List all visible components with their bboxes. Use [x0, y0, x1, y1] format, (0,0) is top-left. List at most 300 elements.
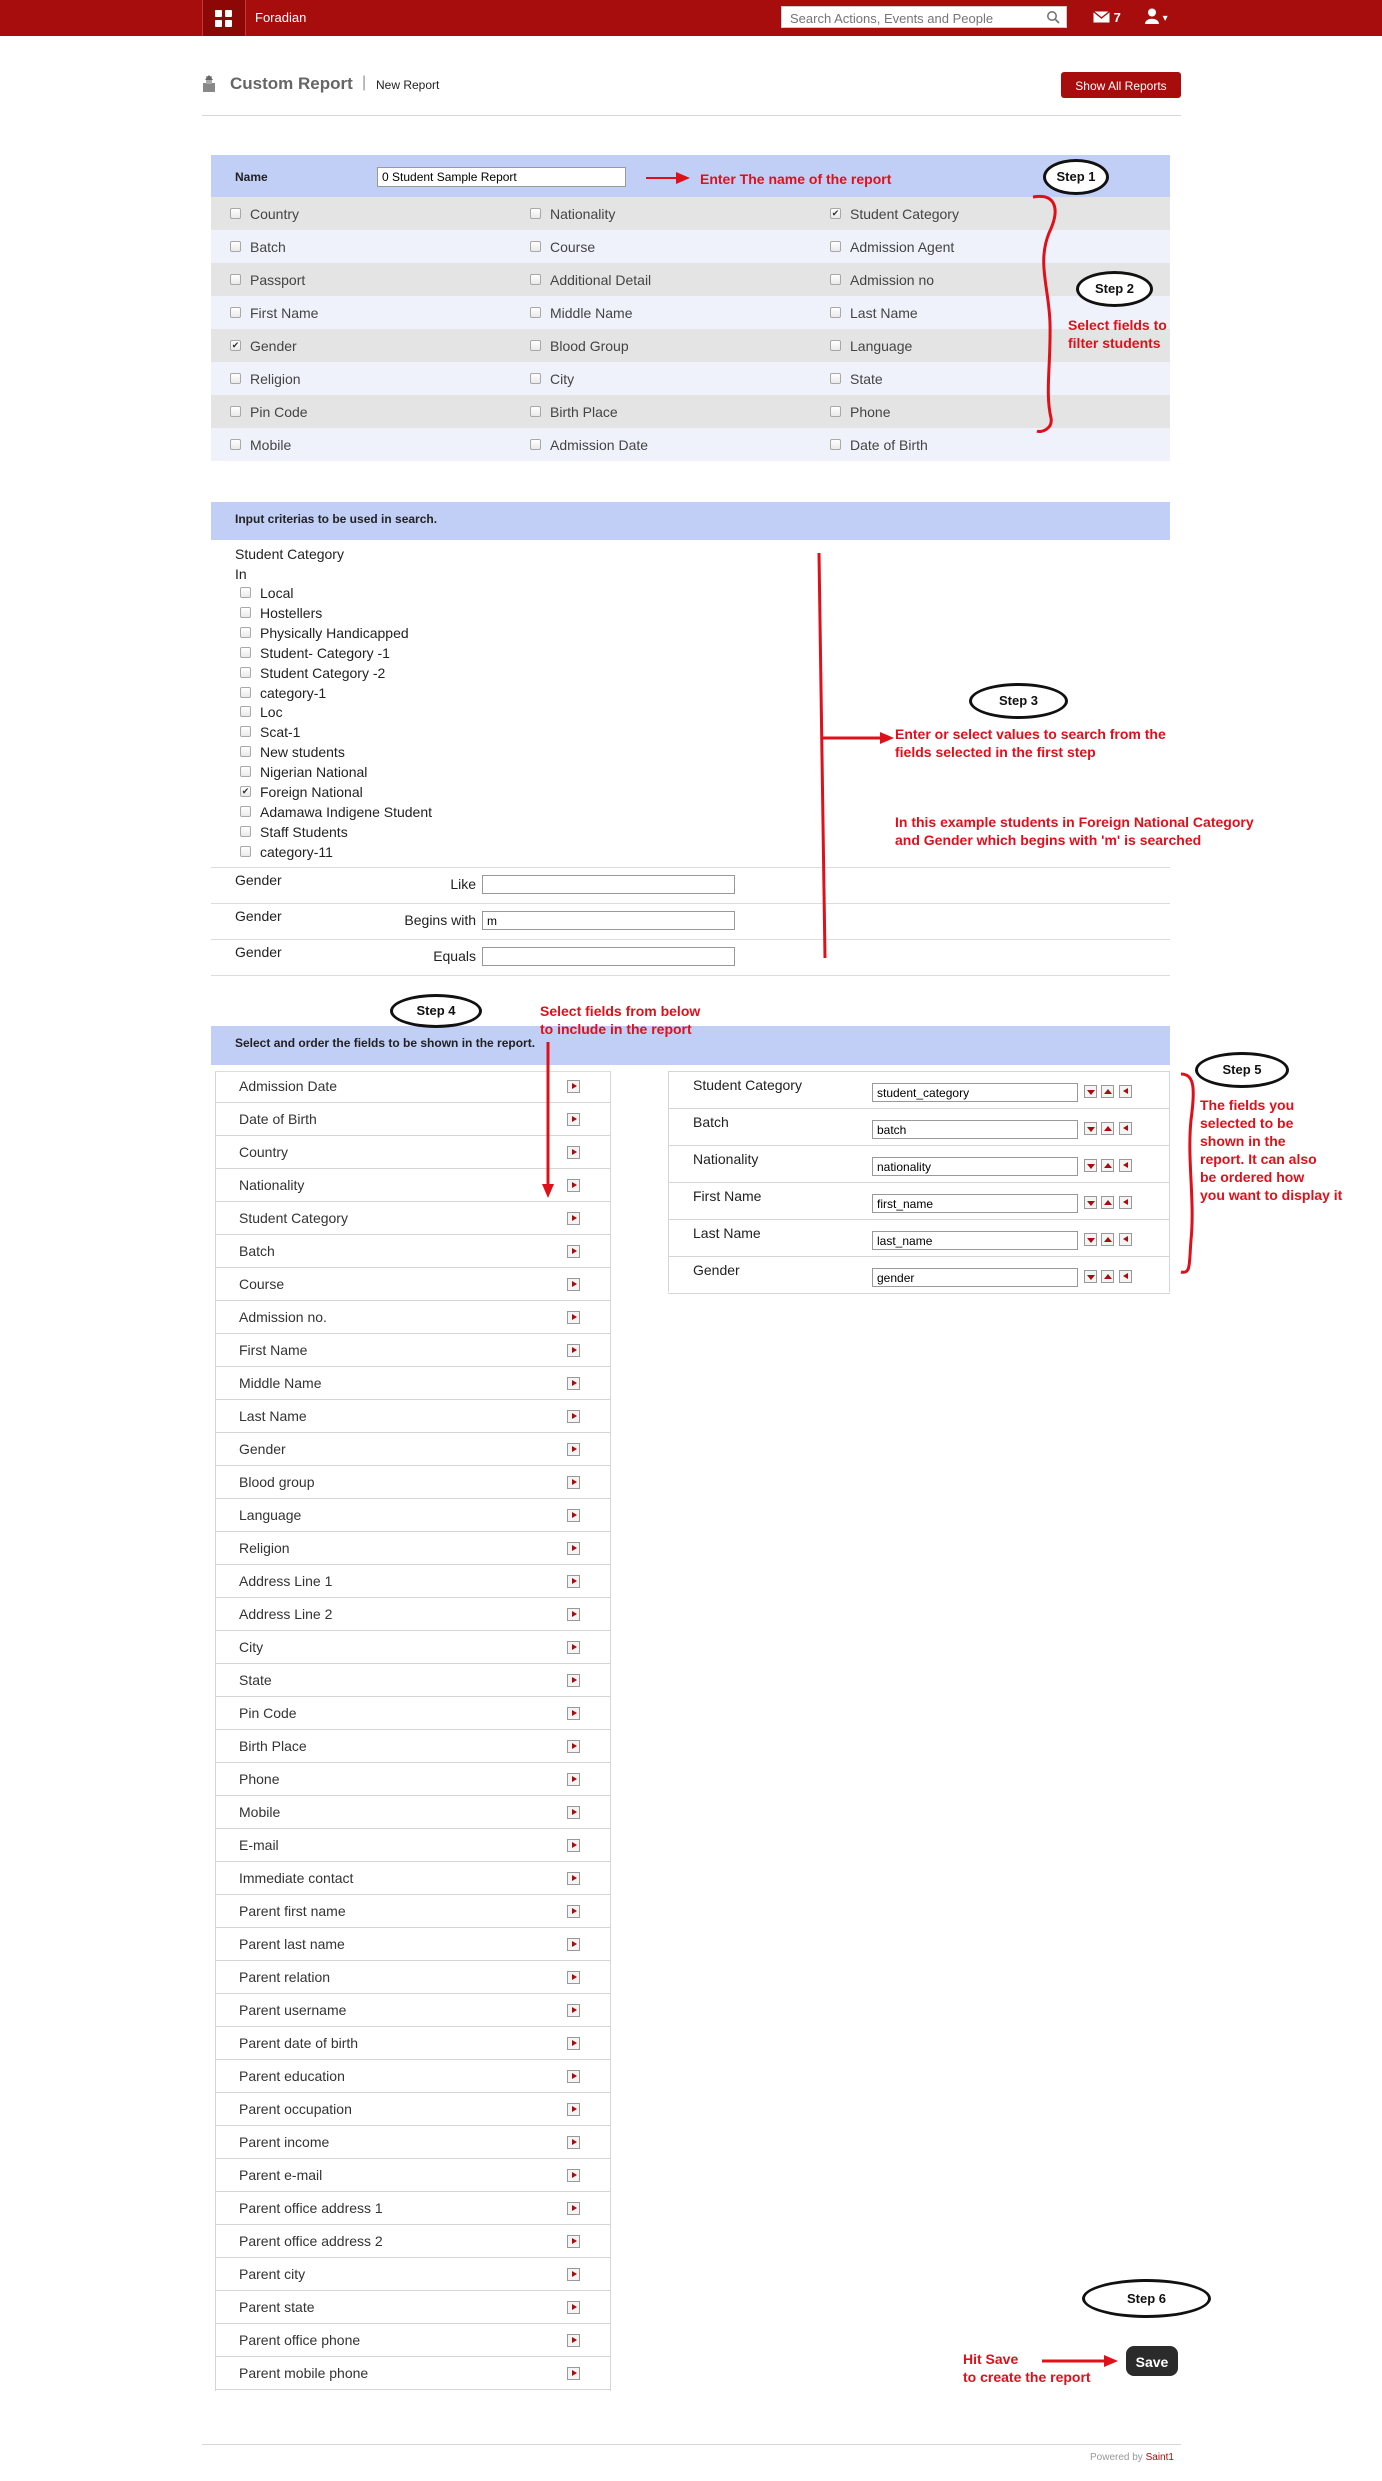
add-field-arrow-icon[interactable] — [567, 1872, 580, 1885]
add-field-arrow-icon[interactable] — [567, 1377, 580, 1390]
available-field-label: Religion — [239, 1540, 290, 1556]
selected-field-row — [668, 1257, 1170, 1294]
available-field-label: Parent occupation — [239, 2101, 352, 2117]
available-field-row[interactable] — [215, 1500, 611, 1532]
selected-field-input[interactable] — [872, 1083, 1078, 1102]
app-name[interactable]: Foradian — [255, 10, 307, 25]
remove-field-icon[interactable] — [1119, 1159, 1132, 1172]
add-field-arrow-icon[interactable] — [567, 2235, 580, 2248]
selected-field-row — [668, 1109, 1170, 1146]
criteria-field: Gender — [235, 908, 282, 924]
filter-label[interactable]: Date of Birth — [850, 437, 928, 453]
category-checkbox[interactable] — [240, 627, 251, 638]
category-label[interactable]: Local — [260, 585, 294, 601]
available-field-label: Parent office phone — [239, 2332, 361, 2348]
arrow-right-icon — [676, 172, 690, 184]
add-field-arrow-icon[interactable] — [567, 1476, 580, 1489]
category-label[interactable]: Loc — [260, 704, 283, 721]
step2-note-line-2: filter students — [1068, 335, 1161, 351]
move-down-icon[interactable] — [1084, 1159, 1097, 1172]
filter-label[interactable]: Admission Agent — [850, 239, 955, 255]
selected-field-label: Nationality — [693, 1151, 759, 1167]
filter-checkbox[interactable] — [530, 373, 541, 384]
available-field-row[interactable] — [215, 1236, 611, 1268]
save-button[interactable]: Save — [1126, 2346, 1178, 2376]
filter-checkbox[interactable] — [530, 208, 541, 219]
add-field-arrow-icon[interactable] — [567, 1740, 580, 1753]
move-up-icon[interactable] — [1101, 1270, 1114, 1283]
available-field-label: Address Line 2 — [239, 1606, 333, 1622]
filter-label[interactable]: First Name — [250, 305, 319, 321]
add-field-arrow-icon[interactable] — [567, 1245, 580, 1258]
category-operator: In — [235, 566, 247, 582]
add-field-arrow-icon[interactable] — [567, 1806, 580, 1819]
filter-checkbox[interactable] — [230, 340, 241, 351]
available-field-label: Parent e-mail — [239, 2167, 323, 2183]
available-field-label: Admission Date — [239, 1078, 338, 1094]
breadcrumb-separator: | — [362, 74, 367, 91]
selected-field-label: Batch — [693, 1114, 729, 1130]
available-field-row[interactable] — [215, 1335, 611, 1367]
category-checkbox[interactable] — [240, 846, 251, 857]
available-field-row[interactable] — [215, 2160, 611, 2192]
filter-checkbox[interactable] — [830, 406, 841, 417]
add-field-arrow-icon[interactable] — [567, 1278, 580, 1291]
step5-note-line: you want to display it — [1200, 1187, 1343, 1203]
available-field-row[interactable] — [215, 1599, 611, 1631]
add-field-arrow-icon[interactable] — [567, 2268, 580, 2281]
available-field-label: Parent office address 1 — [239, 2200, 383, 2216]
step1-badge: Step 1 — [1043, 159, 1109, 195]
add-field-arrow-icon[interactable] — [567, 1344, 580, 1357]
filter-checkbox[interactable] — [230, 406, 241, 417]
remove-field-icon[interactable] — [1119, 1085, 1132, 1098]
message-count: 7 — [1113, 10, 1121, 25]
footer-brand-link[interactable]: Saint1 — [1145, 2452, 1174, 2463]
filter-checkbox[interactable] — [230, 307, 241, 318]
add-field-arrow-icon[interactable] — [567, 1839, 580, 1852]
available-field-label: Parent date of birth — [239, 2035, 359, 2051]
category-label[interactable]: Nigerian National — [260, 764, 368, 781]
step1-note: Enter The name of the report — [700, 171, 892, 187]
category-checkbox[interactable] — [240, 726, 251, 737]
move-down-icon[interactable] — [1084, 1270, 1097, 1283]
selected-field-input[interactable] — [872, 1157, 1078, 1176]
category-label[interactable]: category-11 — [260, 843, 333, 860]
filter-label[interactable]: City — [550, 371, 575, 387]
available-field-label: E-mail — [239, 1837, 279, 1853]
available-field-label: Parent education — [239, 2068, 345, 2084]
available-field-row[interactable] — [215, 1467, 611, 1499]
available-field-row[interactable] — [215, 1203, 611, 1235]
selected-field-input[interactable] — [872, 1231, 1078, 1250]
selected-field-label: Gender — [693, 1262, 740, 1278]
available-field-row[interactable] — [215, 1929, 611, 1961]
step3-note-line-2: fields selected in the first step — [895, 744, 1096, 760]
move-down-icon[interactable] — [1084, 1122, 1097, 1135]
filter-checkbox[interactable] — [530, 406, 541, 417]
footer — [1090, 2452, 1174, 2463]
category-label[interactable]: Student Category -2 — [260, 664, 386, 681]
available-field-row[interactable] — [215, 2193, 611, 2225]
available-field-label: Parent last name — [239, 1936, 345, 1952]
add-field-arrow-icon[interactable] — [567, 1575, 580, 1588]
add-field-arrow-icon[interactable] — [567, 1311, 580, 1324]
add-field-arrow-icon[interactable] — [567, 1542, 580, 1555]
available-field-row[interactable] — [215, 1797, 611, 1829]
criteria-divider — [211, 939, 1170, 940]
search-icon[interactable] — [1046, 10, 1060, 24]
filter-label[interactable]: Pin Code — [250, 404, 308, 420]
available-field-row[interactable] — [215, 1434, 611, 1466]
available-field-label: Address Line 1 — [239, 1573, 333, 1589]
add-field-arrow-icon[interactable] — [567, 2334, 580, 2347]
move-down-icon[interactable] — [1084, 1233, 1097, 1246]
category-checkbox[interactable] — [240, 786, 251, 797]
criteria-input[interactable] — [482, 947, 735, 966]
remove-field-icon[interactable] — [1119, 1122, 1132, 1135]
filter-label[interactable]: Religion — [250, 371, 301, 387]
add-field-arrow-icon[interactable] — [567, 1608, 580, 1621]
step1-arrow-line — [646, 177, 680, 179]
available-field-label: City — [239, 1639, 264, 1655]
search-input[interactable] — [788, 8, 1042, 28]
filter-checkbox[interactable] — [530, 439, 541, 450]
selected-field-label: Student Category — [693, 1077, 802, 1093]
available-field-row[interactable] — [215, 1863, 611, 1895]
available-field-label: Parent office address 2 — [239, 2233, 383, 2249]
step2-badge: Step 2 — [1076, 271, 1153, 307]
category-label[interactable]: New students — [260, 744, 345, 761]
step3-note-line-1: Enter or select values to search from the — [895, 726, 1166, 742]
filter-checkbox[interactable] — [230, 274, 241, 285]
available-field-label: Phone — [239, 1771, 280, 1787]
add-field-arrow-icon[interactable] — [567, 1938, 580, 1951]
selected-field-input[interactable] — [872, 1120, 1078, 1139]
available-field-label: Parent relation — [239, 1969, 331, 1985]
add-field-arrow-icon[interactable] — [567, 2301, 580, 2314]
filter-checkbox[interactable] — [830, 241, 841, 252]
filter-checkbox[interactable] — [830, 340, 841, 351]
step4-arrow — [540, 1040, 556, 1200]
add-field-arrow-icon[interactable] — [567, 1674, 580, 1687]
selected-field-label: Last Name — [693, 1225, 761, 1241]
add-field-arrow-icon[interactable] — [567, 1410, 580, 1423]
filter-label[interactable]: Admission Date — [550, 437, 649, 453]
available-field-label: Language — [239, 1507, 302, 1523]
criteria-field: Gender — [235, 944, 282, 960]
available-field-label: Pin Code — [239, 1705, 297, 1721]
available-field-label: First Name — [239, 1342, 308, 1358]
available-field-row[interactable] — [215, 1764, 611, 1796]
category-checkbox[interactable] — [240, 706, 251, 717]
available-field-row[interactable] — [215, 1962, 611, 1994]
add-field-arrow-icon[interactable] — [567, 1509, 580, 1522]
name-label: Name — [235, 170, 268, 184]
available-field-row[interactable] — [215, 2094, 611, 2126]
add-field-arrow-icon[interactable] — [567, 1113, 580, 1126]
step6-note-line-1: Hit Save — [963, 2351, 1019, 2367]
filter-label[interactable]: Course — [550, 239, 596, 255]
filter-checkbox[interactable] — [530, 241, 541, 252]
step2-brace — [1025, 193, 1065, 435]
criteria-input[interactable] — [482, 911, 735, 930]
selected-field-input[interactable] — [872, 1268, 1078, 1287]
mail-icon — [1093, 11, 1110, 23]
step6-arrow — [1040, 2354, 1120, 2368]
available-field-row[interactable] — [215, 2226, 611, 2258]
available-field-label: Parent city — [239, 2266, 306, 2282]
add-field-arrow-icon[interactable] — [567, 1146, 580, 1159]
filter-label[interactable]: Birth Place — [550, 404, 618, 420]
add-field-arrow-icon[interactable] — [567, 2202, 580, 2215]
step6-badge: Step 6 — [1082, 2279, 1211, 2318]
available-field-label: Birth Place — [239, 1738, 307, 1754]
available-field-row[interactable] — [215, 2028, 611, 2060]
fields-heading: Select and order the fields to be shown in the report. — [235, 1036, 536, 1050]
filter-checkbox[interactable] — [830, 274, 841, 285]
add-field-arrow-icon[interactable] — [567, 2037, 580, 2050]
filter-checkbox[interactable] — [530, 307, 541, 318]
available-field-row[interactable] — [215, 1302, 611, 1334]
criteria-field: Gender — [235, 872, 282, 888]
filter-label[interactable]: Mobile — [250, 437, 292, 453]
step5-note-line: shown in the — [1200, 1133, 1286, 1149]
available-field-row[interactable] — [215, 1533, 611, 1565]
criteria-operator: Begins with — [404, 912, 476, 928]
filter-label[interactable]: Student Category — [850, 206, 959, 222]
available-field-row[interactable] — [215, 1401, 611, 1433]
show-all-reports-button[interactable]: Show All Reports — [1061, 72, 1181, 98]
category-label[interactable]: Hostellers — [260, 604, 323, 621]
report-icon — [202, 75, 216, 93]
move-up-icon[interactable] — [1101, 1085, 1114, 1098]
available-field-label: Parent mobile phone — [239, 2365, 369, 2381]
add-field-arrow-icon[interactable] — [567, 1179, 580, 1192]
report-name-input[interactable] — [377, 167, 626, 187]
add-field-arrow-icon[interactable] — [567, 2367, 580, 2380]
chevron-down-icon: ▾ — [1162, 13, 1168, 24]
filter-label[interactable]: Last Name — [850, 305, 918, 321]
filter-label[interactable]: Country — [250, 206, 300, 222]
user-menu-button[interactable] — [1145, 8, 1168, 24]
step5-badge: Step 5 — [1195, 1052, 1289, 1088]
available-field-label: Parent income — [239, 2134, 330, 2150]
move-up-icon[interactable] — [1101, 1196, 1114, 1209]
category-checkbox[interactable] — [240, 687, 251, 698]
top-navbar — [0, 0, 1382, 36]
available-field-label: Mobile — [239, 1804, 281, 1820]
criteria-divider — [211, 903, 1170, 904]
available-field-row[interactable] — [215, 1632, 611, 1664]
filter-label[interactable]: Blood Group — [550, 338, 629, 354]
remove-field-icon[interactable] — [1119, 1233, 1132, 1246]
criteria-divider — [211, 867, 1170, 868]
footer-divider — [202, 2444, 1181, 2445]
available-field-row[interactable] — [215, 1995, 611, 2027]
move-down-icon[interactable] — [1084, 1085, 1097, 1098]
filter-checkbox[interactable] — [830, 439, 841, 450]
available-field-label: Nationality — [239, 1177, 305, 1193]
filter-label[interactable]: Nationality — [550, 206, 616, 222]
available-field-row[interactable] — [215, 2127, 611, 2159]
available-field-label: Parent first name — [239, 1903, 346, 1919]
category-checkbox[interactable] — [240, 647, 251, 658]
step3-example-line-1: In this example students in Foreign National Category — [895, 814, 1254, 830]
category-label[interactable]: Physically Handicapped — [260, 624, 409, 641]
available-field-row[interactable] — [215, 1368, 611, 1400]
filter-label[interactable]: Language — [850, 338, 913, 354]
available-field-label: Gender — [239, 1441, 286, 1457]
step3-arrow — [810, 550, 900, 962]
filter-label[interactable]: Middle Name — [550, 305, 633, 321]
category-label[interactable]: Adamawa Indigene Student — [260, 803, 433, 820]
selected-field-input[interactable] — [872, 1194, 1078, 1213]
filter-checkbox[interactable] — [230, 373, 241, 384]
category-checkbox[interactable] — [240, 587, 251, 598]
step3-example-line-2: and Gender which begins with 'm' is searched — [895, 832, 1202, 848]
available-field-label: Course — [239, 1276, 285, 1292]
filter-label[interactable]: Batch — [250, 239, 286, 255]
add-field-arrow-icon[interactable] — [567, 1641, 580, 1654]
criteria-input[interactable] — [482, 875, 735, 894]
add-field-arrow-icon[interactable] — [567, 1773, 580, 1786]
available-field-row[interactable] — [215, 2061, 611, 2093]
available-field-label: Admission no. — [239, 1309, 327, 1325]
available-field-row[interactable] — [215, 2259, 611, 2291]
category-label[interactable]: Staff Students — [260, 823, 348, 840]
page-subtitle: New Report — [376, 78, 440, 92]
report-name-band — [211, 155, 1170, 197]
category-checkbox[interactable] — [240, 667, 251, 678]
filter-checkbox[interactable] — [530, 274, 541, 285]
step5-brace — [1175, 1070, 1201, 1278]
remove-field-icon[interactable] — [1119, 1196, 1132, 1209]
filter-checkbox[interactable] — [530, 340, 541, 351]
move-up-icon[interactable] — [1101, 1233, 1114, 1246]
selected-field-row — [668, 1183, 1170, 1220]
criteria-operator: Equals — [433, 948, 476, 964]
available-field-label: Last Name — [239, 1408, 307, 1424]
add-field-arrow-icon[interactable] — [567, 2169, 580, 2182]
messages-button[interactable] — [1093, 10, 1121, 25]
add-field-arrow-icon[interactable] — [567, 1971, 580, 1984]
available-field-label: Immediate contact — [239, 1870, 354, 1886]
add-field-arrow-icon[interactable] — [567, 2070, 580, 2083]
available-field-label: Parent state — [239, 2299, 315, 2315]
filter-checkbox[interactable] — [830, 307, 841, 318]
selected-field-row — [668, 1220, 1170, 1257]
selected-field-label: First Name — [693, 1188, 762, 1204]
filter-label[interactable]: Gender — [250, 338, 297, 354]
available-field-row[interactable] — [215, 1269, 611, 1301]
filter-label[interactable]: Phone — [850, 404, 891, 420]
available-field-label: Student Category — [239, 1210, 348, 1226]
filter-label[interactable]: Admission no — [850, 272, 935, 288]
step5-note-line: selected to be — [1200, 1115, 1294, 1131]
add-field-arrow-icon[interactable] — [567, 1212, 580, 1225]
criteria-heading: Input criterias to be used in search. — [235, 512, 438, 526]
criteria-divider — [211, 975, 1170, 976]
category-label[interactable]: category-1 — [260, 684, 327, 701]
user-icon — [1145, 8, 1159, 24]
add-field-arrow-icon[interactable] — [567, 2004, 580, 2017]
selected-field-row — [668, 1146, 1170, 1183]
add-field-arrow-icon[interactable] — [567, 2136, 580, 2149]
available-field-row[interactable] — [215, 2358, 611, 2390]
category-checkbox[interactable] — [240, 607, 251, 618]
category-title: Student Category — [235, 546, 344, 562]
filter-checkbox[interactable] — [830, 208, 841, 219]
page-title: Custom Report — [230, 74, 353, 93]
filter-label[interactable]: Additional Detail — [550, 272, 652, 288]
category-checkbox[interactable] — [240, 766, 251, 777]
available-field-row[interactable] — [215, 1896, 611, 1928]
step5-note-line: be ordered how — [1200, 1169, 1305, 1185]
available-field-row[interactable] — [215, 2292, 611, 2324]
header-divider — [202, 115, 1181, 116]
add-field-arrow-icon[interactable] — [567, 1905, 580, 1918]
search-box[interactable] — [781, 6, 1067, 28]
category-checkbox[interactable] — [240, 826, 251, 837]
footer-prefix: Powered by — [1090, 2452, 1143, 2463]
available-field-row[interactable] — [215, 1731, 611, 1763]
move-down-icon[interactable] — [1084, 1196, 1097, 1209]
category-checkbox[interactable] — [240, 806, 251, 817]
category-label[interactable]: Student- Category -1 — [260, 644, 390, 661]
criteria-operator: Like — [450, 876, 476, 892]
category-label[interactable]: Foreign National — [260, 784, 363, 800]
move-up-icon[interactable] — [1101, 1159, 1114, 1172]
filter-checkbox[interactable] — [830, 373, 841, 384]
remove-field-icon[interactable] — [1119, 1270, 1132, 1283]
category-checkbox[interactable] — [240, 746, 251, 757]
available-field-row[interactable] — [215, 1830, 611, 1862]
available-field-row[interactable] — [215, 1665, 611, 1697]
step4-badge: Step 4 — [390, 994, 482, 1028]
step6-note-line-2: to create the report — [963, 2369, 1091, 2385]
available-field-label: Middle Name — [239, 1375, 322, 1391]
filter-label[interactable]: Passport — [250, 272, 306, 288]
add-field-arrow-icon[interactable] — [567, 1080, 580, 1093]
available-field-label: Batch — [239, 1243, 275, 1259]
step5-note-line: report. It can also — [1200, 1151, 1317, 1167]
step5-note-line: The fields you — [1200, 1097, 1295, 1113]
step3-badge: Step 3 — [969, 683, 1068, 719]
available-field-label: Blood group — [239, 1474, 315, 1490]
category-label[interactable]: Scat-1 — [260, 724, 301, 741]
filter-label[interactable]: State — [850, 371, 883, 387]
step4-note-line-2: to include in the report — [540, 1021, 692, 1037]
add-field-arrow-icon[interactable] — [567, 1707, 580, 1720]
selected-field-row — [668, 1072, 1170, 1109]
move-up-icon[interactable] — [1101, 1122, 1114, 1135]
add-field-arrow-icon[interactable] — [567, 1443, 580, 1456]
available-field-label: Parent username — [239, 2002, 347, 2018]
add-field-arrow-icon[interactable] — [567, 2103, 580, 2116]
filter-checkbox[interactable] — [230, 241, 241, 252]
step4-note-line-1: Select fields from below — [540, 1003, 701, 1019]
filter-checkbox[interactable] — [230, 439, 241, 450]
available-field-row[interactable] — [215, 1566, 611, 1598]
filter-checkbox[interactable] — [230, 208, 241, 219]
available-field-label: Country — [239, 1144, 289, 1160]
available-field-label: State — [239, 1672, 272, 1688]
step2-note-line-1: Select fields to — [1068, 317, 1167, 333]
grid-icon[interactable] — [215, 10, 232, 27]
available-field-row[interactable] — [215, 2325, 611, 2357]
available-field-row[interactable] — [215, 1698, 611, 1730]
